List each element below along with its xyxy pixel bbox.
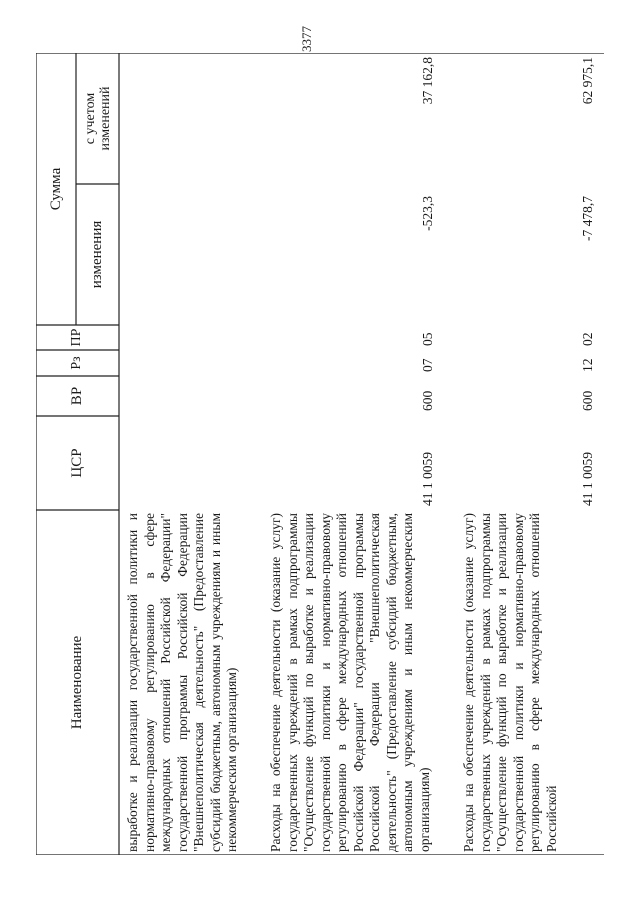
row-name: Расходы на обеспечение деятельности (оказание услуг) государственных учреждений в рамках подпрограммы "Осуществление функций по выработке и реализации государственной политики и нормативно-правовому регулированию в сфере международных отношений Российской bbox=[461, 513, 559, 852]
page-number-text: 3377 bbox=[299, 26, 314, 52]
header-change: изменения bbox=[89, 220, 106, 289]
header-pr: ПР bbox=[69, 328, 85, 347]
header-csr: ЦСР bbox=[69, 448, 86, 478]
page-number bbox=[295, 25, 319, 53]
header-rz: Рз bbox=[69, 356, 85, 370]
row-with-change: 37 162,8 bbox=[420, 57, 435, 105]
header-vr: ВР bbox=[69, 386, 86, 406]
row-csr: 41 1 0059 bbox=[580, 452, 595, 506]
row-vr: 600 bbox=[420, 390, 435, 411]
row-rz: 12 bbox=[580, 358, 595, 372]
row-pr: 02 bbox=[580, 332, 595, 346]
header-sum: Сумма bbox=[47, 167, 64, 211]
row-rz: 07 bbox=[420, 358, 435, 372]
row-name: Расходы на обеспечение деятельности (оказание услуг) государственных учреждений в рамках подпрограммы "Осуществление функций по выработке и реализации государственной политики и нормативно-правовому регулированию в сфере международных отношений Российской Федерации" государственной программы Российской Федерации "Внешнеполитическая деятельность" (Предоставление субсидий бюджетным, автономным учреждениям и иным некоммерческим организациям) bbox=[268, 513, 432, 852]
header-with-change: с учетом изменений bbox=[82, 86, 113, 151]
row-csr: 41 1 0059 bbox=[420, 452, 435, 506]
header-name: Наименование bbox=[69, 635, 86, 730]
row-change: -7 478,7 bbox=[580, 196, 595, 241]
budget-table bbox=[36, 53, 604, 855]
row-vr: 600 bbox=[580, 390, 595, 411]
row-change: -523,3 bbox=[420, 196, 435, 231]
row-with-change: 62 975,1 bbox=[580, 57, 595, 105]
row-pr: 05 bbox=[420, 332, 435, 346]
row-name: выработке и реализации государственной политики и нормативно-правовому регулированию в сфере международных отношений Российской Федерации" государственной программы Российской Федерации "Внешнеполитическая деятельность" (Предоставление субсидий бюджетным, автономным учреждениям и иным некоммерческим организациям) bbox=[125, 513, 239, 852]
